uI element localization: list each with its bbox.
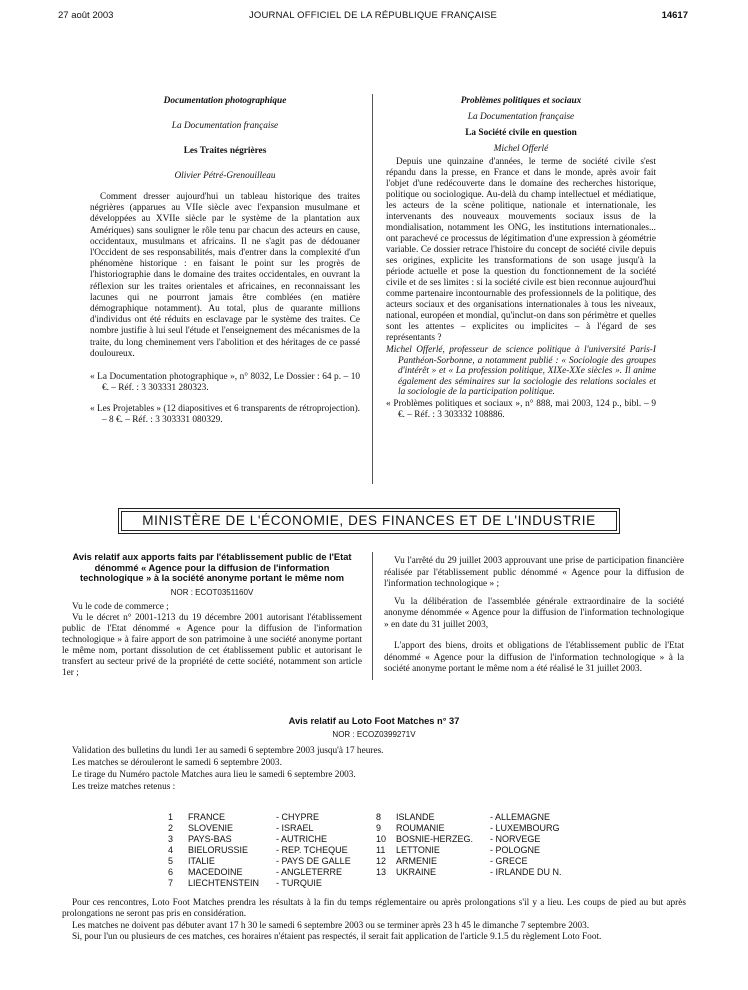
right-ref: « Problèmes politiques et sociaux », n° 888, mai 2003, 124 p., bibl. – 9 €. – Réf. : 3 303332 108886. <box>386 398 656 420</box>
match-number: 6 <box>168 867 174 877</box>
match-away: - CHYPRE <box>276 812 320 822</box>
match-away: - GRECE <box>490 856 528 866</box>
table-row <box>168 834 562 845</box>
avis-1-right <box>384 556 684 676</box>
page-header <box>58 10 688 24</box>
left-title: Les Traites négrières <box>183 146 267 156</box>
avis-1-nor: NOR : ECOT0351160V <box>170 587 254 597</box>
right-series: Problèmes politiques et sociaux <box>460 96 582 106</box>
avis-2-matches-intro: Les treize matches retenus : <box>72 781 176 792</box>
header-page-number: 14617 <box>661 10 688 21</box>
right-bio: Michel Offerlé, professeur de science politique à l'université Paris-I Panthéon-Sorbonne, a notamment publié : « Sociologie des groupes d'intérêt » et « La profession politique, XIXe-XXe siècles ». Il anime également des séminaires sur la sociologie des relations sociales et la sociologie de la participation politique. <box>386 345 656 398</box>
avis-1-vu-code: Vu le code de commerce ; <box>72 601 169 612</box>
match-home: LETTONIE <box>396 845 440 855</box>
left-body: Comment dresser aujourd'hui un tableau historique des traites négrières (apparues au VIIe siècle avec l'expansion musulmane et développées au XVIIe siècle par le système de la plantation aux Amériques) sans souligner le rôle tenu par chacun des acteurs en cause, occidentaux, musulmans et africains. Il ne s'agit pas de dédouaner l'Occident de ses responsabilités, mais d'entrer dans la complexité d'un phénomène historique : en faisant le point sur les progrès de l'historiographie dans le domaine des traites occidentales, en ouvrant la réflexion sur les traites orientales et africaines, en reconnaissant les lacunes qui ne pourront jamais être comblées (en matière démographique notamment). Au total, plus de quarante millions d'individus ont été réduits en esclavage par le système des traites. Ce nombre justifie à lui seul l'étude et l'enseignement des mécanismes de la traite, du long cheminement vers l'abolition et des héritages de ce passé douloureux. <box>90 192 360 359</box>
right-top-column <box>386 96 656 421</box>
avis-1-left <box>62 552 362 679</box>
match-home: ROUMANIE <box>396 823 445 833</box>
avis-2-tirage: Le tirage du Numéro pactole Matches aura lieu le samedi 6 septembre 2003. <box>72 769 356 780</box>
match-away: - ISRAEL <box>276 823 314 833</box>
match-home: UKRAINE <box>396 867 437 877</box>
match-number: 9 <box>376 823 382 833</box>
avis-1-apport: L'apport des biens, droits et obligations de l'établissement public de l'Etat dénommé « Agence pour la diffusion de l'information technologique » à la société anonyme portant le même nom a été réalisé le 31 juillet 2003. <box>384 641 684 674</box>
avis-2-validation: Validation des bulletins du lundi 1er au samedi 6 septembre 2003 jusqu'à 17 heures. <box>72 745 384 756</box>
column-divider-top <box>372 94 373 484</box>
avis-2-date-matches: Les matches se dérouleront le samedi 6 septembre 2003. <box>72 757 282 768</box>
match-number: 11 <box>376 845 386 855</box>
left-ref-2: « Les Projetables » (12 diapositives et 6 transparents de rétroprojection). – 8 €. – Réf. : 3 303331 080329. <box>90 404 360 426</box>
match-number: 5 <box>168 856 174 866</box>
match-away: - TURQUIE <box>276 878 322 888</box>
match-number: 12 <box>376 856 387 866</box>
right-publisher: La Documentation française <box>467 112 575 122</box>
avis-1-vu-arrete: Vu l'arrêté du 29 juillet 2003 approuvant une prise de participation financière réalisée par l'établissement public dénommé « Agence pour la diffusion de l'information technologique » ; <box>384 556 684 589</box>
right-author: Michel Offerlé <box>493 144 549 154</box>
left-publisher: La Documentation française <box>171 121 279 131</box>
avis-1-title: Avis relatif aux apports faits par l'établissement public de l'Etat dénommé « Agence pour la diffusion de l'information technologique » à la société anonyme portant le même nom <box>72 552 352 583</box>
ministry-banner: MINISTÈRE DE L'ÉCONOMIE, DES FINANCES ET DE L'INDUSTRIE <box>118 508 620 534</box>
table-row <box>168 823 562 834</box>
match-home: LIECHTENSTEIN <box>188 878 260 888</box>
match-number: 4 <box>168 845 174 855</box>
match-home: SLOVENIE <box>188 823 234 833</box>
right-title: La Société civile en question <box>465 128 577 138</box>
avis-2-horaires: Les matches ne doivent pas débuter avant 17 h 30 le samedi 6 septembre 2003 ou se terminer après 23 h 45 le dimanche 7 septembre 2003. <box>72 920 590 931</box>
match-away: - LUXEMBOURG <box>490 823 560 833</box>
match-number: 3 <box>168 834 174 844</box>
column-divider-bottom <box>372 552 373 680</box>
match-number: 1 <box>168 812 174 822</box>
match-home: MACEDOINE <box>188 867 243 877</box>
match-away: - POLOGNE <box>490 845 541 855</box>
match-number: 10 <box>376 834 387 844</box>
avis-2 <box>62 716 686 793</box>
match-number: 13 <box>376 867 387 877</box>
avis-2-title: Avis relatif au Loto Foot Matches n° 37 <box>288 716 460 726</box>
avis-2-resultats: Pour ces rencontres, Loto Foot Matches prendra les résultats à la fin du temps réglementaire ou après prolongations s'il y a lieu. Les coups de pied au but après prolongations ne seront pas pris en considération. <box>62 898 686 919</box>
match-number: 7 <box>168 878 174 888</box>
left-series: Documentation photographique <box>163 96 287 106</box>
match-home: PAYS-BAS <box>188 834 232 844</box>
match-home: BIELORUSSIE <box>188 845 249 855</box>
match-number: 2 <box>168 823 174 833</box>
avis-1-vu-decret: Vu le décret n° 2001-1213 du 19 décembre 2001 autorisant l'établissement public de l'Etat dénommé « Agence pour la diffusion de l'information technologique » à faire apport de son patrimoine à une société anonyme portant le même nom, portant dissolution de cet établissement public et autorisant le transfert au secteur privé de la propriété de cette société, notamment son article 1er ; <box>62 612 362 678</box>
avis-1-vu-deliberation: Vu la délibération de l'assemblée générale extraordinaire de la société anonyme dénommée « Agence pour la diffusion de l'information technologique » en date du 31 juillet 2003, <box>384 596 684 630</box>
match-away: - AUTRICHE <box>276 834 328 844</box>
left-top-column <box>90 96 360 426</box>
match-home: ITALIE <box>188 856 215 866</box>
match-home: ARMENIE <box>396 856 438 866</box>
match-away: - ANGLETERRE <box>276 867 343 877</box>
matches-table <box>168 812 562 889</box>
left-author: Olivier Pétré-Grenouilleau <box>174 171 276 181</box>
match-away: - PAYS DE GALLE <box>276 856 351 866</box>
avis-2-nor: NOR : ECOZ0399271V <box>332 729 416 739</box>
table-row <box>168 867 562 878</box>
match-home: BOSNIE-HERZEG. <box>396 834 474 844</box>
table-row <box>168 812 562 823</box>
avis-2-footer <box>62 898 686 943</box>
left-ref-1: « La Documentation photographique », n° 8032, Le Dossier : 64 p. – 10 €. – Réf. : 3 303331 280323. <box>90 372 360 394</box>
table-row <box>168 856 562 867</box>
table-row <box>168 845 562 856</box>
match-away: - ALLEMAGNE <box>490 812 551 822</box>
match-number: 8 <box>376 812 382 822</box>
avis-2-reglement: Si, pour l'un ou plusieurs de ces matches, ces horaires n'étaient pas respectés, il serait fait application de l'article 9.1.5 du règlement Loto Foot. <box>72 932 602 943</box>
match-home: ISLANDE <box>396 812 435 822</box>
match-home: FRANCE <box>188 812 226 822</box>
match-away: - IRLANDE DU N. <box>490 867 562 877</box>
match-away: - NORVEGE <box>490 834 541 844</box>
match-away: - REP. TCHEQUE <box>276 845 348 855</box>
header-date: 27 août 2003 <box>58 10 114 21</box>
header-journal-title: JOURNAL OFFICIEL DE LA RÉPUBLIQUE FRANÇAISE <box>248 10 498 21</box>
right-body: Depuis une quinzaine d'années, le terme de société civile s'est répandu dans la presse, en France et dans le monde, après avoir fait l'objet d'une redécouverte dans le domaine des recherches historique, politique ou sociologique. Au-delà du champ intellectuel et médiatique, les acteurs de la scène politique, nationale et internationale, les intervenants des nouveaux mouvements sociaux issus de la mondialisation, notamment les ONG, les institutions internationales... ont parachevé ce processus de légitimation d'une expression à géométrie variable. Ce dossier retrace l'histoire du concept de société civile depuis ses origines, explicite les transformations de son usage jusqu'à la période actuelle et pose la question du fonctionnement de la société civile et de ses limites : si la société civile est bien reconnue aujourd'hui comme partenaire incontournable des professionnels de la politique, des acteurs sociaux et des organisations internationales à tous les niveaux, national, européen et mondial, qu'inclut-on dans son périmètre et quelles sont les attentes – explicites ou implicites – à l'égard de ses représentants ? <box>386 157 656 343</box>
table-row <box>168 878 562 889</box>
